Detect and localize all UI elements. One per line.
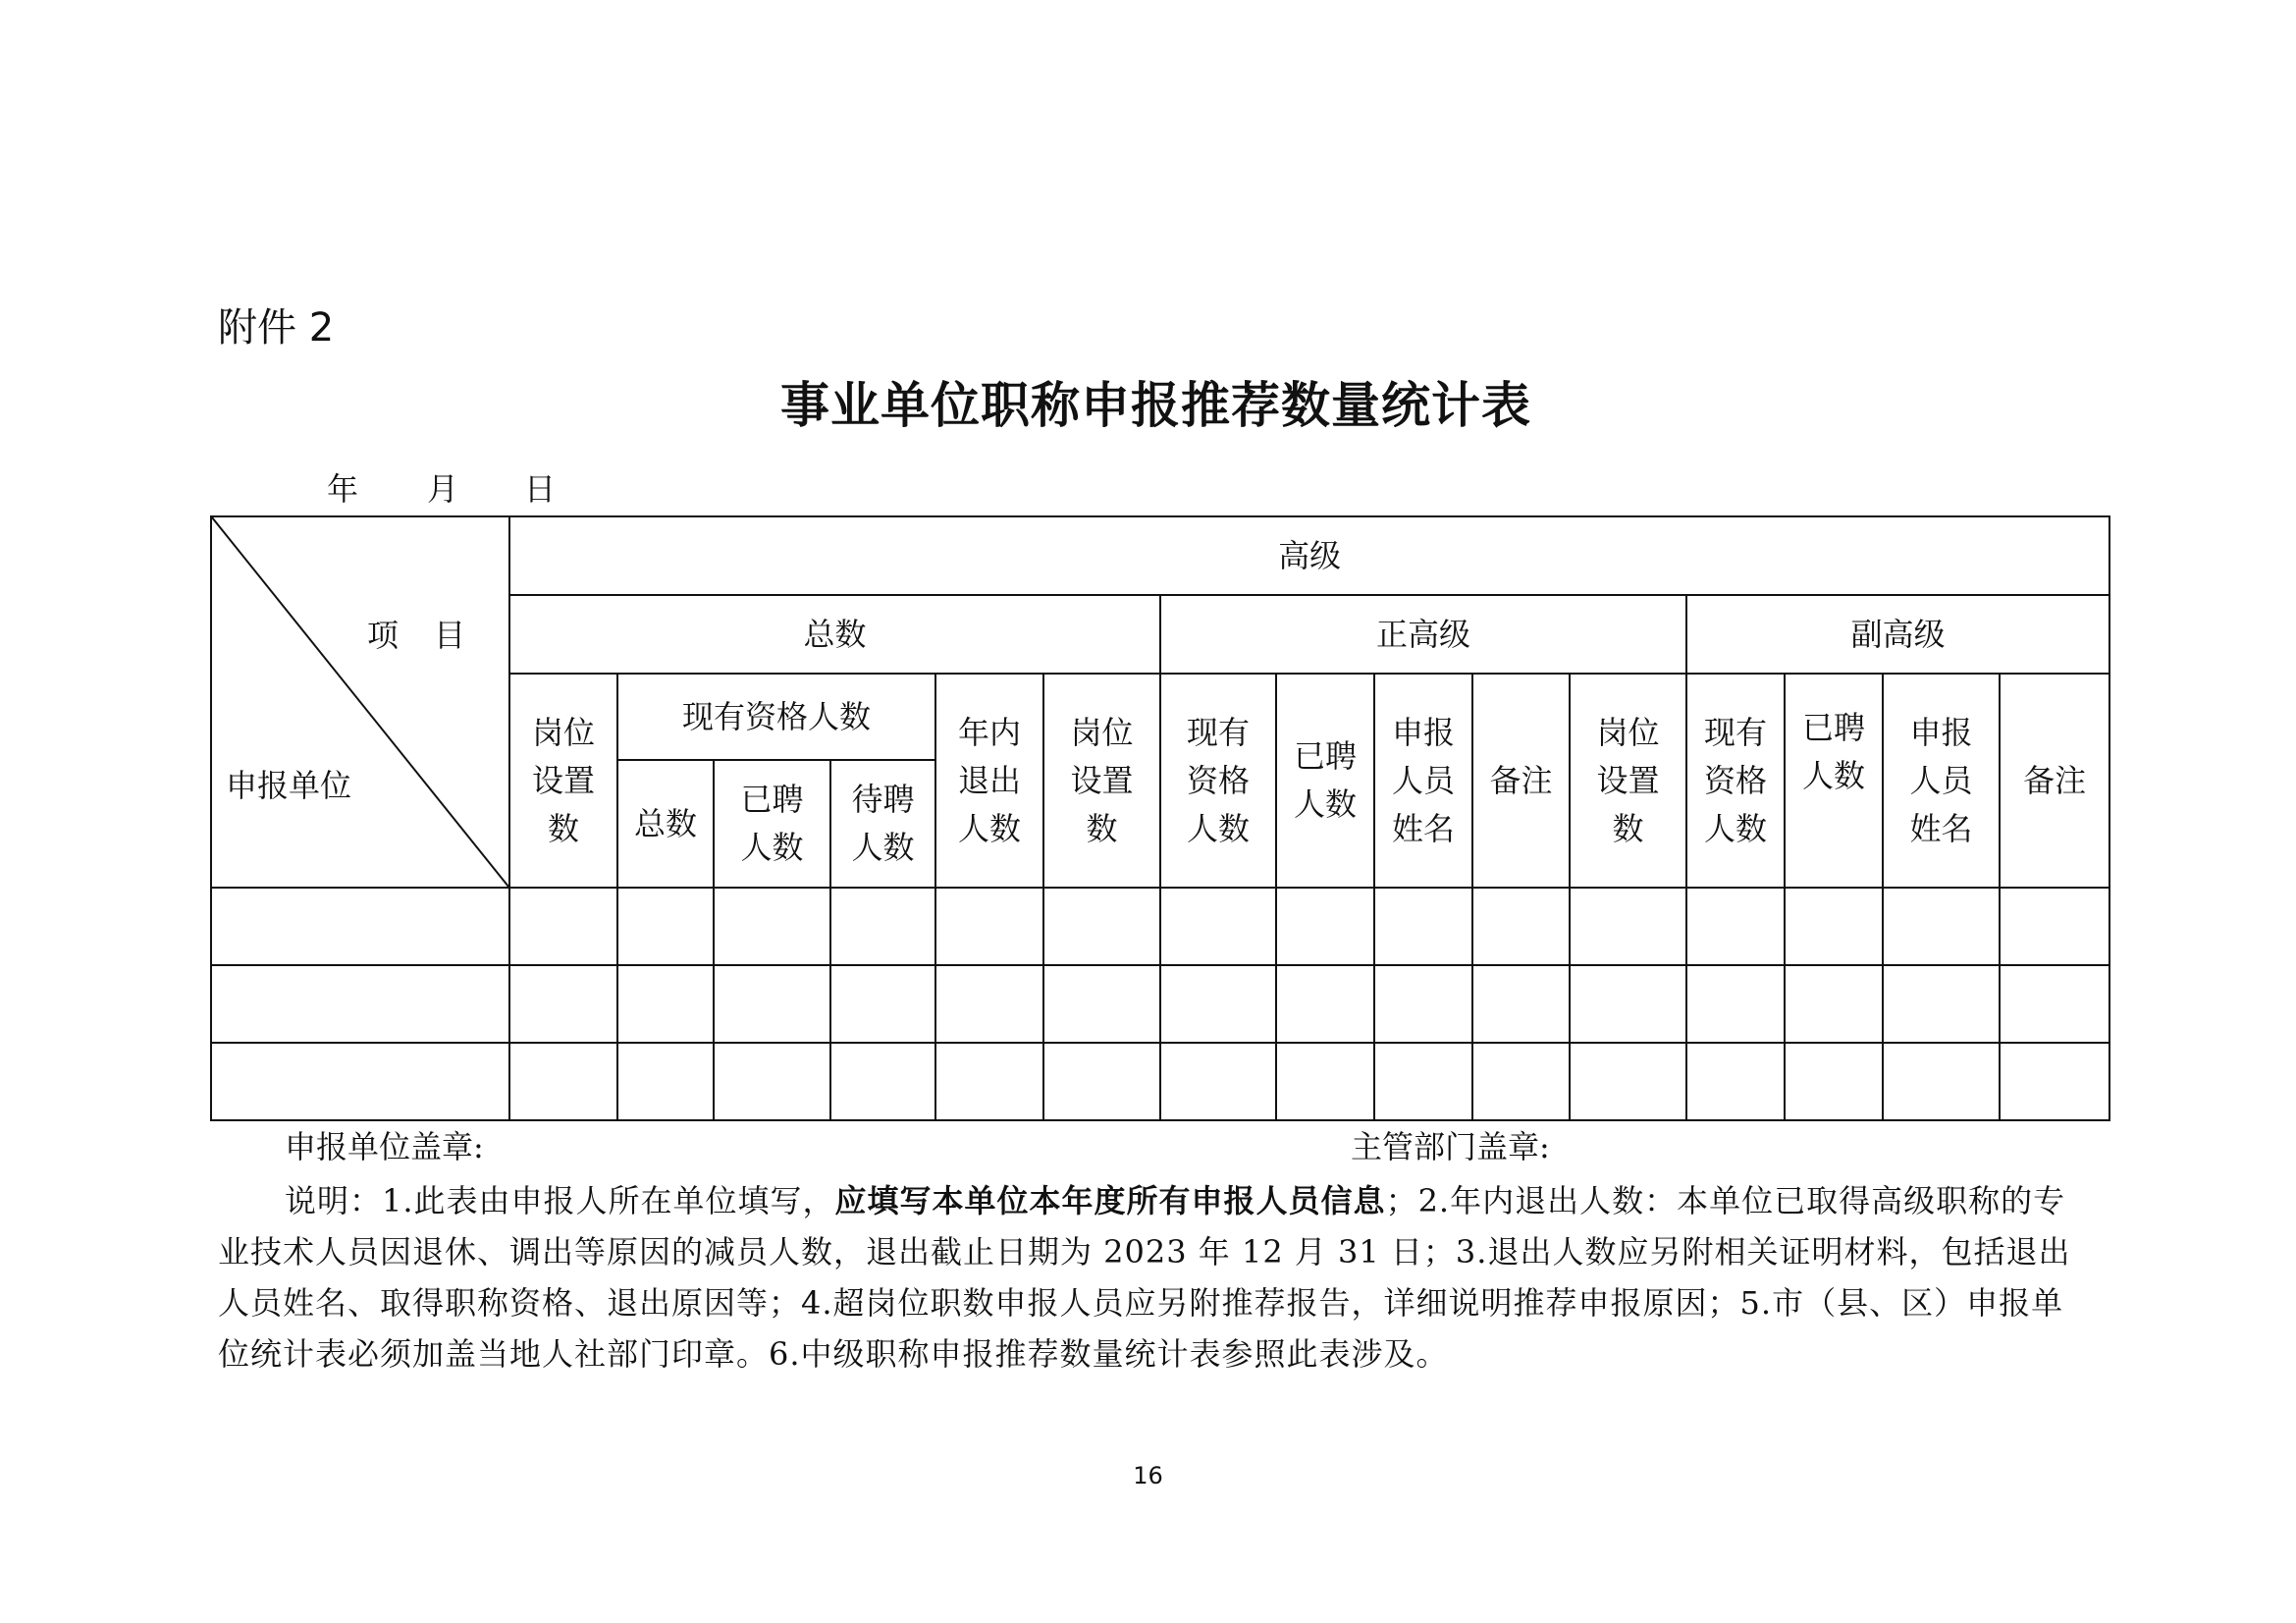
table-cell[interactable] — [1785, 965, 1883, 1043]
page-number: 16 — [1133, 1462, 1163, 1489]
table-row — [211, 1043, 2109, 1120]
note-part1: 说明：1.此表由申报人所在单位填写， — [285, 1182, 835, 1219]
table-cell[interactable] — [1043, 888, 1160, 965]
page-title — [0, 371, 2296, 440]
line: 设置 — [531, 761, 595, 799]
line: 人数 — [1703, 809, 1767, 847]
table-cell[interactable] — [1043, 1043, 1160, 1120]
col-fu-posts — [1570, 674, 1686, 888]
table-cell[interactable] — [714, 1043, 830, 1120]
group-zheng-header: 正高级 — [1160, 595, 1686, 674]
table-cell[interactable] — [509, 1043, 617, 1120]
table-cell[interactable] — [1043, 965, 1160, 1043]
line: 设置 — [1070, 761, 1134, 799]
line: 岗位 — [1070, 713, 1134, 751]
line: 退出 — [957, 761, 1021, 799]
level-header: 高级 — [509, 516, 2109, 595]
table-cell[interactable] — [211, 965, 509, 1043]
page-title-text: 事业单位职称申报推荐数量统计表 — [780, 376, 1531, 434]
col-total-pending — [830, 760, 935, 888]
line: 人数 — [1293, 785, 1357, 823]
table-cell[interactable] — [509, 888, 617, 965]
line: 人数 — [1186, 809, 1250, 847]
table-cell[interactable] — [1160, 965, 1276, 1043]
table-cell[interactable] — [1883, 965, 2000, 1043]
col-total-exits — [935, 674, 1043, 888]
table-cell[interactable] — [1276, 965, 1374, 1043]
line: 人数 — [1801, 757, 1865, 794]
line: 人数 — [957, 809, 1021, 847]
line: 岗位 — [531, 713, 595, 751]
line: 待聘 — [851, 781, 915, 818]
col-fu-hired — [1785, 674, 1883, 888]
line: 已聘 — [740, 781, 804, 818]
table-row — [211, 965, 2109, 1043]
table-cell[interactable] — [830, 965, 935, 1043]
table-cell[interactable] — [1883, 888, 2000, 965]
col-total-qualified-header: 现有资格人数 — [617, 674, 935, 760]
statistics-table — [210, 515, 2110, 1121]
table-cell[interactable] — [1276, 888, 1374, 965]
table-cell[interactable] — [1686, 965, 1785, 1043]
table-cell[interactable] — [2000, 1043, 2109, 1120]
explanation-note — [218, 1175, 2091, 1380]
line: 年内 — [957, 713, 1021, 751]
line: 人数 — [851, 829, 915, 866]
diagonal-line — [212, 517, 508, 887]
table-cell[interactable] — [1785, 1043, 1883, 1120]
table-cell[interactable] — [1785, 888, 1883, 965]
col-zheng-names — [1374, 674, 1472, 888]
table-cell[interactable] — [1686, 1043, 1785, 1120]
line: 数 — [1612, 809, 1644, 847]
line: 人员 — [1391, 761, 1455, 799]
table-cell[interactable] — [714, 888, 830, 965]
col-fu-names — [1883, 674, 2000, 888]
header-row-level — [211, 516, 2109, 595]
corner-cell — [211, 516, 509, 888]
line: 现有 — [1703, 713, 1767, 751]
line: 现有 — [1186, 713, 1250, 751]
table-cell[interactable] — [935, 1043, 1043, 1120]
col-fu-qualified — [1686, 674, 1785, 888]
corner-item-label: 项目 — [367, 617, 502, 654]
line: 已聘 — [1293, 737, 1357, 775]
line: 人数 — [740, 829, 804, 866]
col-total-hired — [714, 760, 830, 888]
line: 数 — [1086, 809, 1118, 847]
line: 岗位 — [1596, 713, 1660, 751]
table-cell[interactable] — [211, 888, 509, 965]
table-cell[interactable] — [1570, 1043, 1686, 1120]
table-cell[interactable] — [1883, 1043, 2000, 1120]
dept-seal-label: 主管部门盖章: — [1351, 1128, 1550, 1165]
table-cell[interactable] — [617, 965, 714, 1043]
table-cell[interactable] — [211, 1043, 509, 1120]
line: 设置 — [1596, 761, 1660, 799]
table-cell[interactable] — [830, 1043, 935, 1120]
line: 数 — [547, 809, 579, 847]
line: 姓名 — [1909, 809, 1973, 847]
table-cell[interactable] — [1160, 1043, 1276, 1120]
date-day: 日 — [524, 470, 557, 508]
table-cell[interactable] — [1570, 965, 1686, 1043]
table-cell[interactable] — [714, 965, 830, 1043]
attachment-label: 附件 2 — [218, 305, 335, 351]
table-cell[interactable] — [617, 888, 714, 965]
col-fu-remark: 备注 — [2000, 674, 2109, 888]
group-total-header: 总数 — [509, 595, 1160, 674]
line: 资格 — [1186, 761, 1250, 799]
table-cell[interactable] — [2000, 888, 2109, 965]
line: 人员 — [1909, 761, 1973, 799]
date-year: 年 — [327, 470, 359, 508]
col-total-posts — [509, 674, 617, 888]
table-cell[interactable] — [1160, 888, 1276, 965]
note-bold: 应填写本单位本年度所有申报人员信息 — [834, 1182, 1386, 1219]
table-cell[interactable] — [1374, 888, 1472, 965]
col-total-qualified-total: 总数 — [617, 760, 714, 888]
table-cell[interactable] — [1276, 1043, 1374, 1120]
table-row — [211, 888, 2109, 965]
unit-seal-label: 申报单位盖章: — [285, 1128, 484, 1165]
line: 申报 — [1391, 713, 1455, 751]
line: 已聘 — [1801, 709, 1865, 746]
date-month: 月 — [427, 470, 459, 508]
col-zheng-hired — [1276, 674, 1374, 888]
line: 姓名 — [1391, 809, 1455, 847]
line: 申报 — [1909, 713, 1973, 751]
table-cell[interactable] — [617, 1043, 714, 1120]
table-cell[interactable] — [1472, 965, 1570, 1043]
col-zheng-posts — [1043, 674, 1160, 888]
col-zheng-remark: 备注 — [1472, 674, 1570, 888]
table-cell[interactable] — [830, 888, 935, 965]
line: 资格 — [1703, 761, 1767, 799]
table-cell[interactable] — [1570, 888, 1686, 965]
table-cell[interactable] — [935, 965, 1043, 1043]
table-cell[interactable] — [1686, 888, 1785, 965]
table-cell[interactable] — [935, 888, 1043, 965]
table-cell[interactable] — [1374, 1043, 1472, 1120]
table-cell[interactable] — [1472, 1043, 1570, 1120]
table-cell[interactable] — [1374, 965, 1472, 1043]
table-cell[interactable] — [2000, 965, 2109, 1043]
group-fu-header: 副高级 — [1686, 595, 2109, 674]
table-cell[interactable] — [1472, 888, 1570, 965]
corner-unit-label: 申报单位 — [226, 767, 352, 804]
col-zheng-qualified — [1160, 674, 1276, 888]
note-part2: ；2.年内退出人数：本单位已取得高级职称的专业技术人员因退休、调出等原因的减员人数，退出截止日期为 2023 年 12 月 31 日；3.退出人数应另附相关证明材料，包括退出人员姓名、取得职称资格、退出原因等；4.超岗位职数申报人员应另附推荐报告，详细说明推荐申报原因；5.市（县、区）申报单位统计表必须加盖当地人社部门印章。6.中级职称申报推荐数量统计表参照此表涉及。 — [218, 1182, 2071, 1373]
table-cell[interactable] — [509, 965, 617, 1043]
